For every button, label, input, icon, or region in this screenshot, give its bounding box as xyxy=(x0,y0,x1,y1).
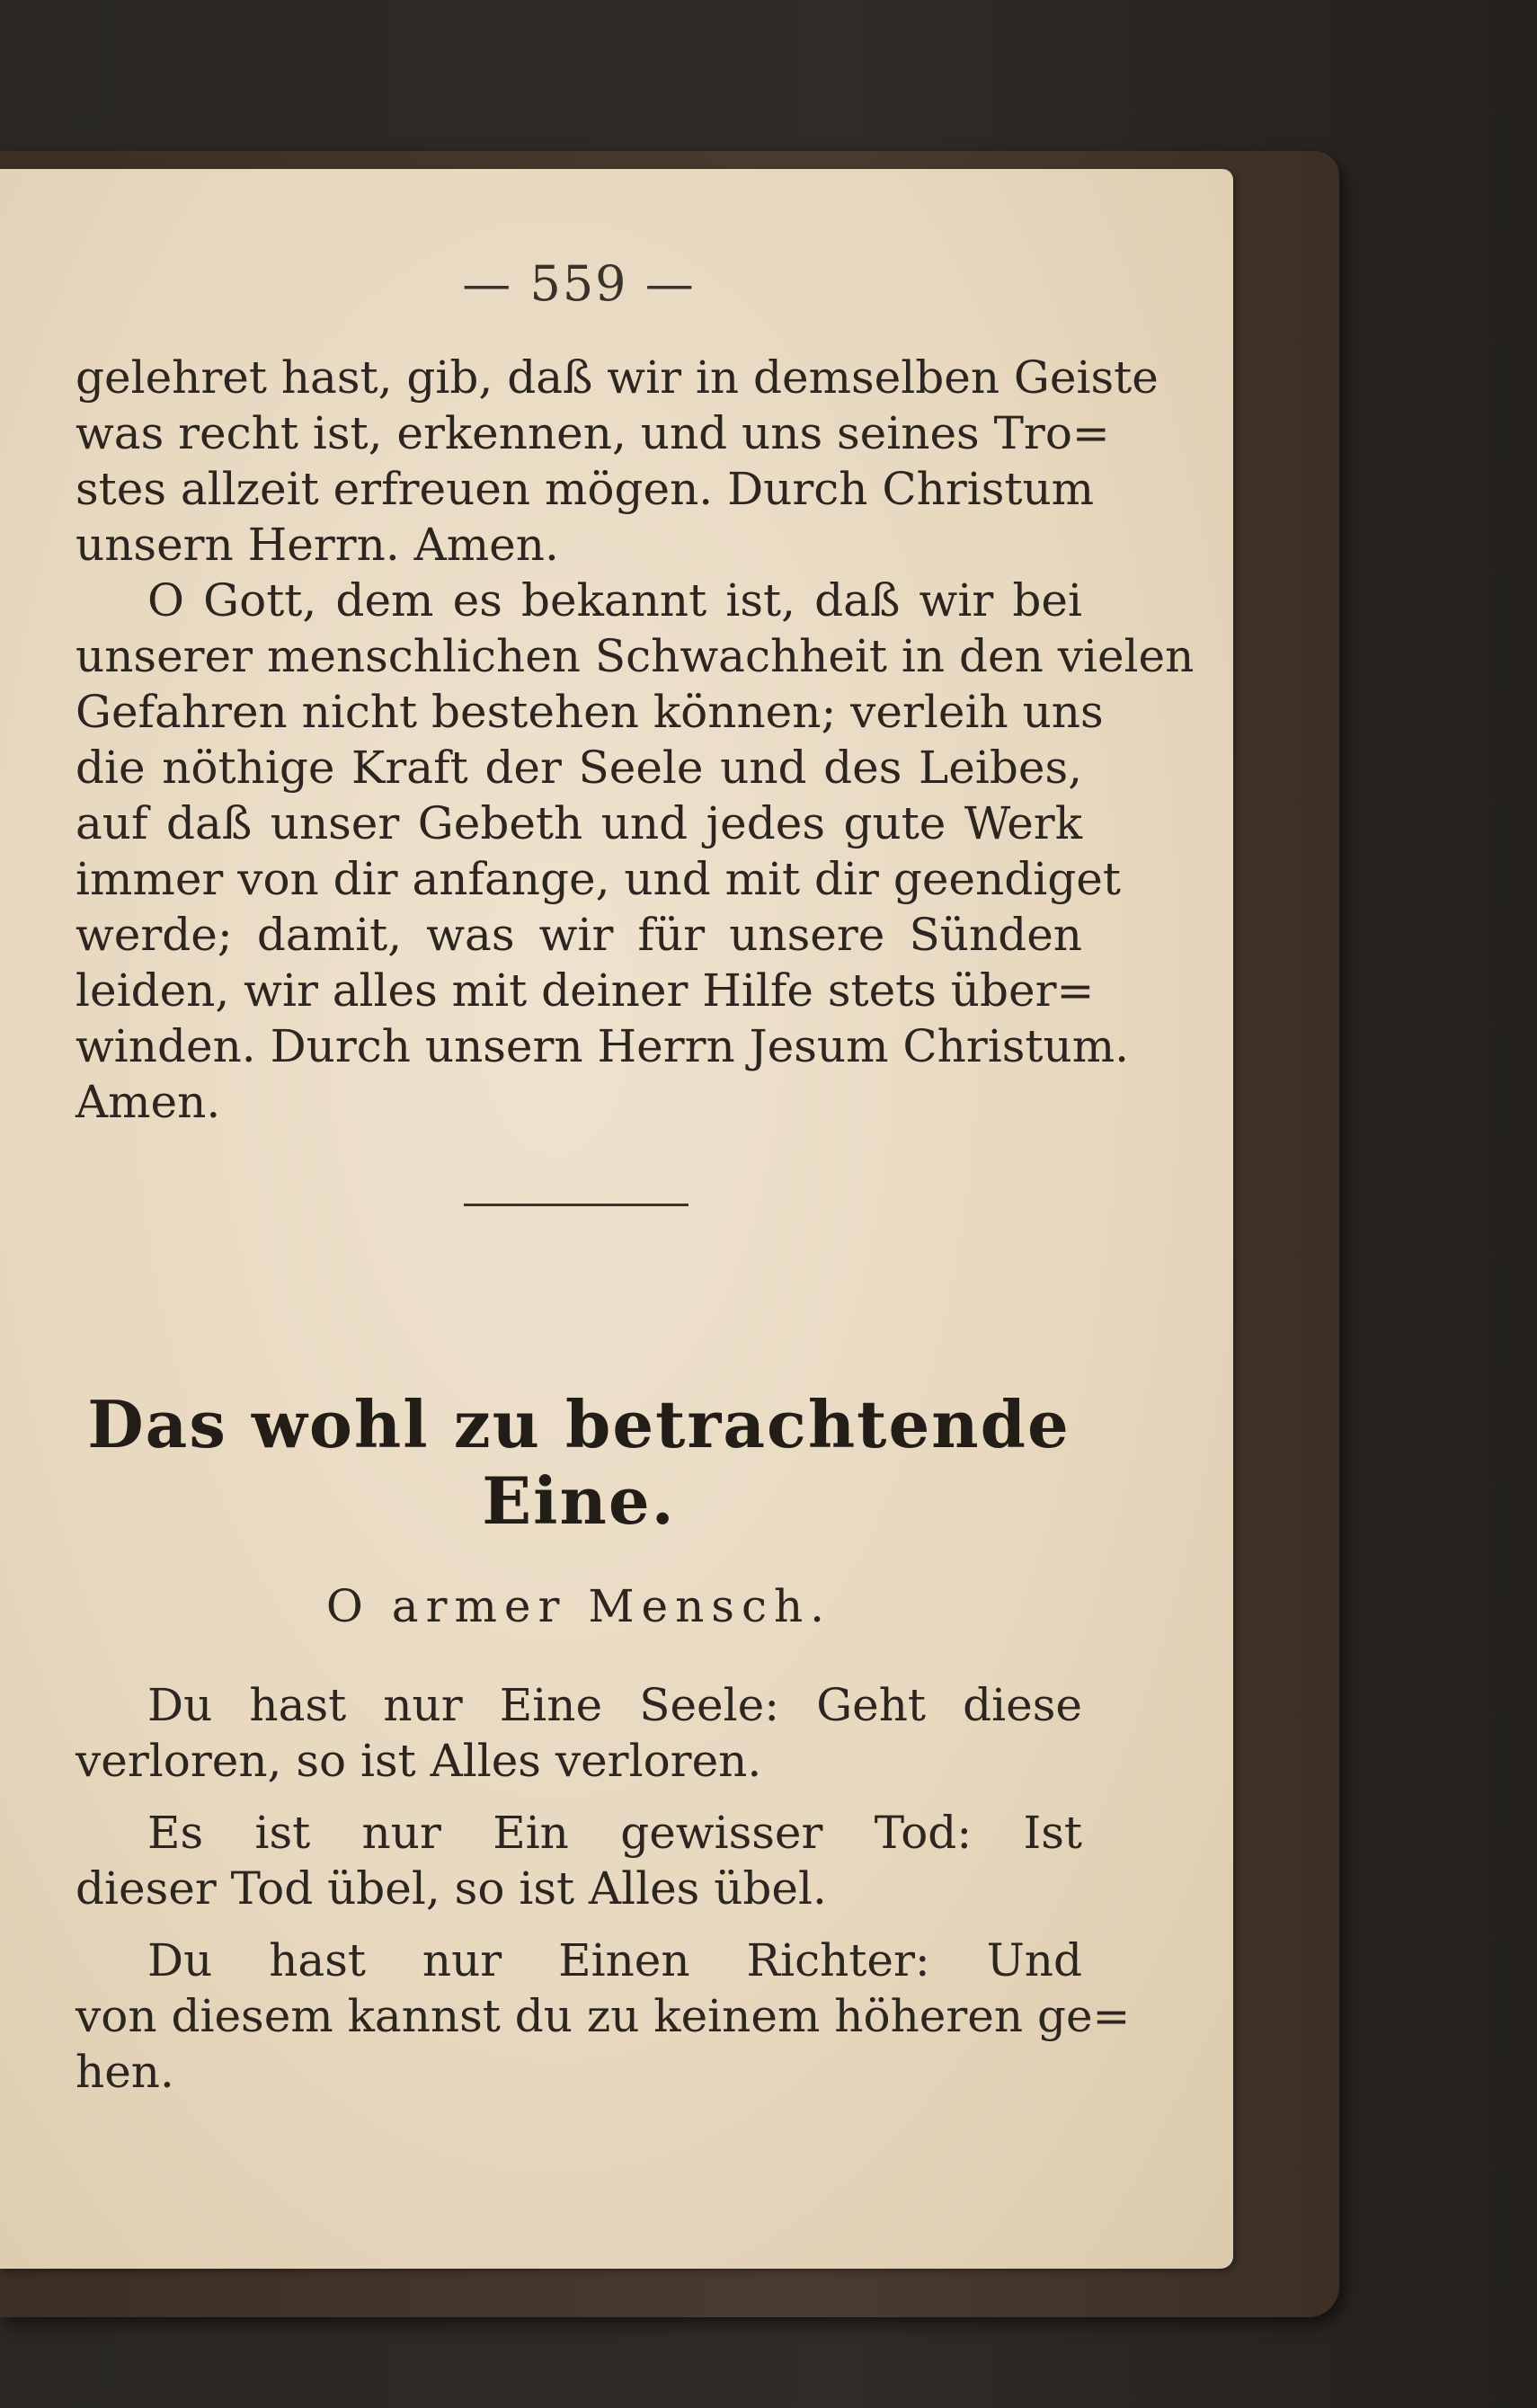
text-line: gelehret hast, gib, daß wir in demselben Geiste xyxy=(76,351,1159,404)
text-line: was recht ist, erkennen, und uns seines Tro= xyxy=(76,407,1110,459)
text-line: Amen. xyxy=(76,1076,221,1128)
text-line: immer von dir anfange, und mit dir geendiget xyxy=(76,853,1121,905)
text-line: verloren, so ist Alles verloren. xyxy=(76,1735,762,1787)
text-line: unserer menschlichen Schwachheit in den vielen xyxy=(76,630,1195,682)
text-line: unsern Herrn. Amen. xyxy=(76,519,559,571)
section-heading: Das wohl zu betrachtende Eine. xyxy=(87,1386,1071,1539)
page-text-block xyxy=(76,255,1195,2100)
text-line: auf daß unser Gebeth und jedes gute Werk xyxy=(76,797,1082,849)
text-line: werde; damit, was wir für unsere Sünden xyxy=(76,909,1082,961)
text-line: winden. Durch unsern Herrn Jesum Christum. xyxy=(76,1020,1130,1072)
page-number: — 559 — xyxy=(462,255,696,312)
section-divider xyxy=(464,1204,689,1206)
section-subheading: O armer Mensch. xyxy=(325,1580,832,1632)
text-line: O Gott, dem es bekannt ist, daß wir bei xyxy=(147,574,1082,626)
text-line: stes allzeit erfreuen mögen. Durch Christum xyxy=(76,463,1095,515)
book-page xyxy=(0,169,1233,2269)
text-line: leiden, wir alles mit deiner Hilfe stets über= xyxy=(76,964,1095,1017)
text-line: Es ist nur Ein gewisser Tod: Ist xyxy=(147,1807,1082,1859)
text-line: Gefahren nicht bestehen können; verleih uns xyxy=(76,686,1104,738)
text-line: Du hast nur Einen Richter: Und xyxy=(147,1934,1082,1986)
text-line: dieser Tod übel, so ist Alles übel. xyxy=(76,1862,827,1915)
text-line: hen. xyxy=(76,2046,174,2098)
paragraph xyxy=(76,1805,1082,1916)
paragraph xyxy=(76,1933,1131,2100)
paragraph xyxy=(76,1677,1082,1789)
text-line: von diesem kannst du zu keinem höheren ge= xyxy=(76,1990,1131,2042)
text-line: Du hast nur Eine Seele: Geht diese xyxy=(147,1679,1082,1731)
text-line: die nöthige Kraft der Seele und des Leibes, xyxy=(76,742,1082,794)
